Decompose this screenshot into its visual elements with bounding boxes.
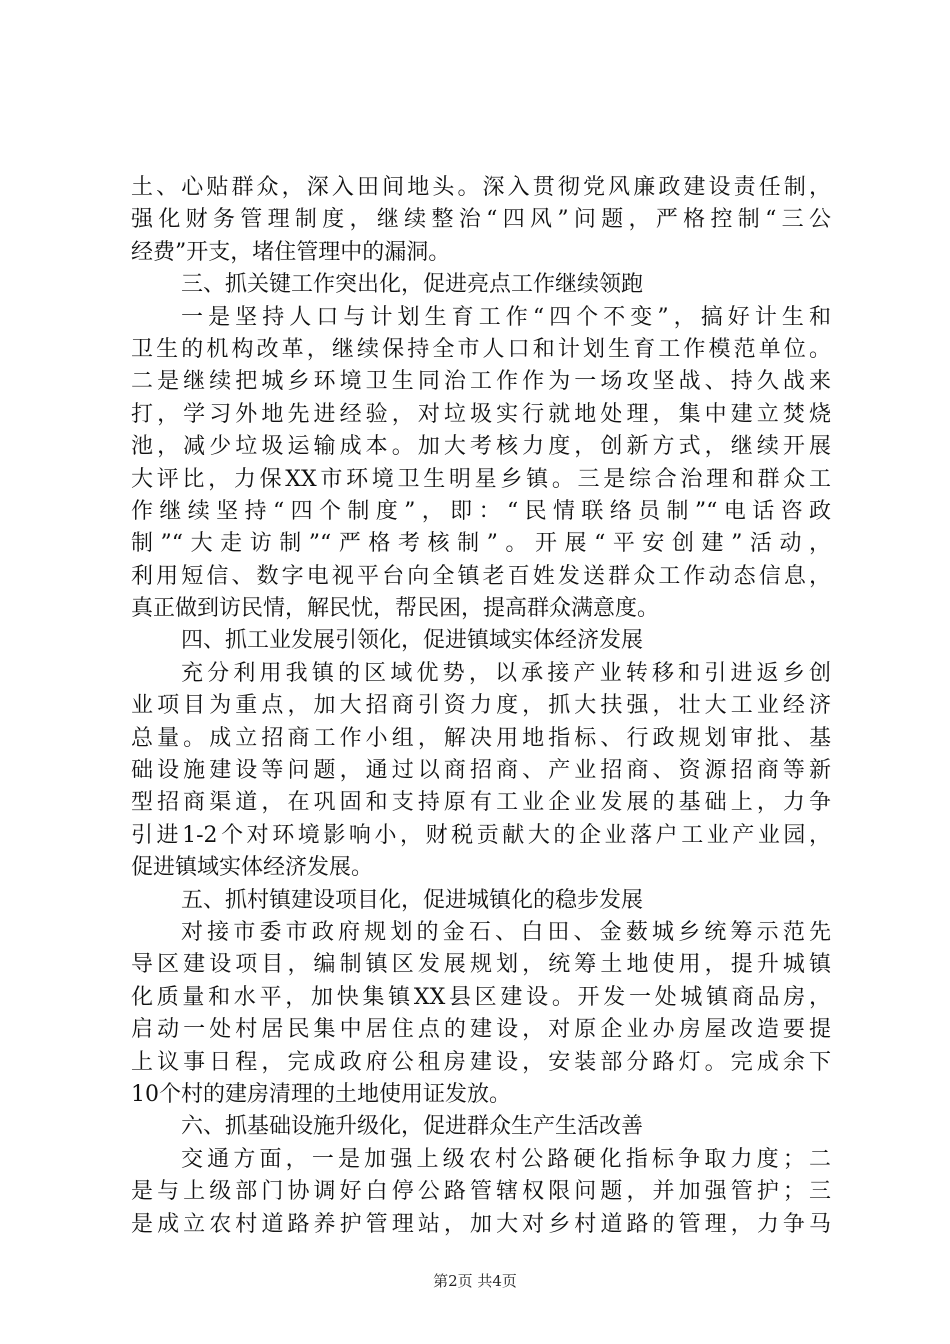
text-line: 二是继续把城乡环境卫生同治工作作为一场攻坚战、持久战来	[131, 369, 831, 395]
text-line: 充分利用我镇的区域优势，以承接产业转移和引进返乡创	[181, 660, 831, 686]
text-line: 制”“大走访制”“严格考核制”。开展“平安创建”活动，	[131, 531, 831, 557]
text-line: 三、抓关键工作突出化，促进亮点工作继续领跑	[181, 272, 644, 298]
text-line: 10个村的建房清理的土地使用证发放。	[131, 1081, 511, 1107]
text-line: 六、抓基础设施升级化，促进群众生产生活改善	[181, 1114, 644, 1140]
text-line: 上议事日程，完成政府公租房建设，安装部分路灯。完成余下	[131, 1049, 831, 1075]
text-line: 启动一处村居民集中居住点的建设，对原企业办房屋改造要提	[131, 1017, 831, 1043]
text-line: 卫生的机构改革，继续保持全市人口和计划生育工作模范单位。	[131, 336, 831, 362]
text-line: 导区建设项目，编制镇区发展规划，统筹土地使用，提升城镇	[131, 952, 831, 978]
text-line: 打，学习外地先进经验，对垃圾实行就地处理，集中建立焚烧	[131, 401, 831, 427]
text-line: 是成立农村道路养护管理站，加大对乡村道路的管理，力争马	[131, 1211, 831, 1237]
text-line: 强化财务管理制度，继续整治“四风”问题，严格控制“三公	[131, 207, 831, 233]
text-line: 土、心贴群众，深入田间地头。深入贯彻党风廉政建设责任制，	[131, 175, 831, 200]
text-line: 利用短信、数字电视平台向全镇老百姓发送群众工作动态信息，	[131, 563, 831, 589]
text-line: 真正做到访民情，解民忧，帮民困，提高群众满意度。	[131, 596, 660, 622]
text-line: 是与上级部门协调好白停公路管辖权限问题，并加强管护；三	[131, 1179, 831, 1205]
text-line: 型招商渠道，在巩固和支持原有工业企业发展的基础上，力争	[131, 790, 831, 816]
text-line: 础设施建设等问题，通过以商招商、产业招商、资源招商等新	[131, 758, 831, 784]
text-line: 交通方面，一是加强上级农村公路硬化指标争取力度；二	[181, 1146, 831, 1172]
text-line: 对接市委市政府规划的金石、白田、金薮城乡统筹示范先	[181, 919, 831, 945]
text-line: 总量。成立招商工作小组，解决用地指标、行政规划审批、基	[131, 725, 831, 751]
text-line: 引进1-2个对环境影响小，财税贡献大的企业落户工业产业园，	[131, 822, 831, 848]
text-line: 促进镇域实体经济发展。	[131, 855, 374, 881]
text-line: 经费”开支，堵住管理中的漏洞。	[131, 239, 451, 265]
text-line: 大评比，力保XX市环境卫生明星乡镇。三是综合治理和群众工	[131, 466, 831, 492]
text-line: 池，减少垃圾运输成本。加大考核力度，创新方式，继续开展	[131, 434, 831, 460]
text-line: 五、抓村镇建设项目化，促进城镇化的稳步发展	[181, 887, 644, 913]
text-line: 四、抓工业发展引领化，促进镇域实体经济发展	[181, 628, 644, 654]
document-body	[131, 172, 831, 1241]
text-line: 一是坚持人口与计划生育工作“四个不变”，搞好计生和	[181, 304, 831, 330]
text-line: 作继续坚持“四个制度”，即：“民情联络员制”“电话咨政	[131, 498, 831, 524]
text-line: 业项目为重点，加大招商引资力度，抓大扶强，壮大工业经济	[131, 693, 831, 719]
text-line: 化质量和水平，加快集镇XX县区建设。开发一处城镇商品房，	[131, 984, 831, 1010]
page-footer: 第2页 共4页	[433, 1272, 517, 1290]
